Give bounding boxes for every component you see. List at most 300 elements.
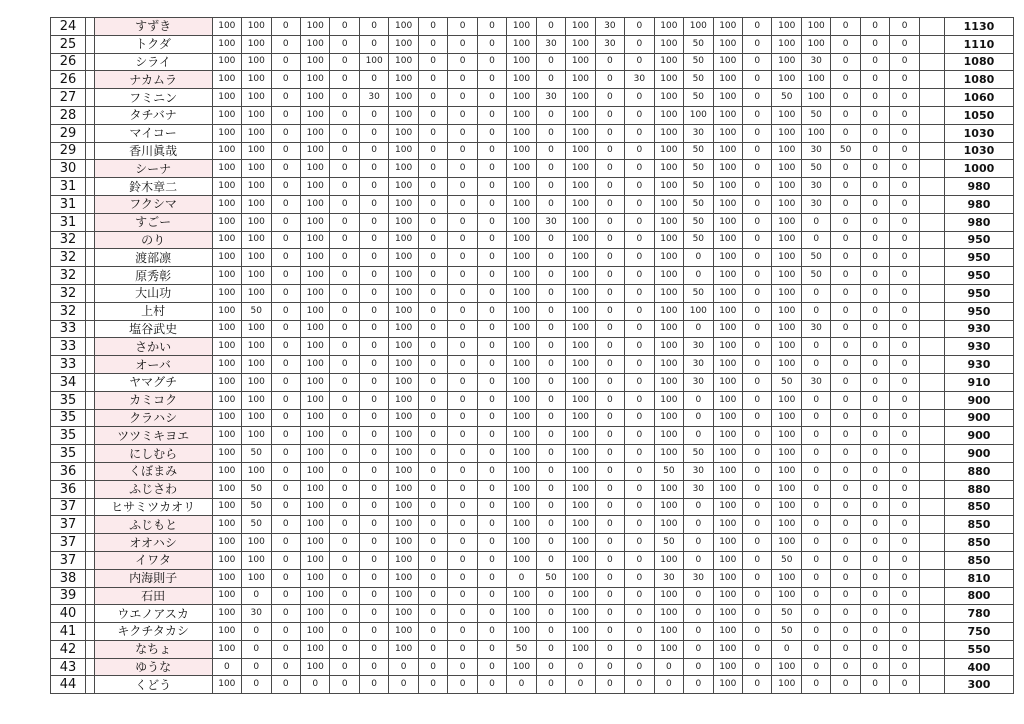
score-cell: 0 (831, 320, 860, 338)
score-cell: 0 (831, 498, 860, 516)
score-cell: 0 (359, 534, 388, 552)
score-cell: 100 (654, 249, 683, 267)
name-cell: フクシマ (94, 195, 212, 213)
score-cell: 100 (300, 445, 329, 463)
score-cell: 100 (212, 284, 241, 302)
table-row (51, 409, 1014, 427)
score-cell: 0 (477, 658, 506, 676)
score-cell: 100 (654, 142, 683, 160)
score-cell: 0 (359, 142, 388, 160)
spacer-cell (85, 53, 94, 71)
score-cell: 0 (418, 338, 447, 356)
score-cell: 100 (654, 356, 683, 374)
score-cell: 0 (477, 676, 506, 694)
total-cell: 980 (944, 178, 1013, 196)
score-cell: 0 (330, 160, 359, 178)
score-cell: 100 (300, 605, 329, 623)
score-cell: 100 (300, 213, 329, 231)
spacer-cell (919, 427, 944, 445)
score-cell: 50 (772, 373, 801, 391)
score-cell: 0 (477, 427, 506, 445)
spacer-cell (85, 71, 94, 89)
score-cell: 100 (507, 195, 536, 213)
rank-cell: 36 (51, 462, 86, 480)
name-cell: のり (94, 231, 212, 249)
score-cell: 100 (389, 640, 418, 658)
score-cell: 0 (743, 71, 772, 89)
score-cell: 0 (860, 391, 889, 409)
score-cell: 0 (801, 658, 830, 676)
score-cell: 100 (300, 569, 329, 587)
score-cell: 0 (860, 516, 889, 534)
spacer-cell (919, 249, 944, 267)
score-cell: 0 (684, 534, 713, 552)
score-cell: 0 (359, 338, 388, 356)
spacer-cell (919, 640, 944, 658)
score-cell: 100 (300, 302, 329, 320)
rank-cell: 31 (51, 213, 86, 231)
score-cell: 100 (713, 676, 742, 694)
score-cell: 0 (359, 445, 388, 463)
score-cell: 0 (831, 445, 860, 463)
name-cell: 塩谷武史 (94, 320, 212, 338)
score-cell: 0 (448, 534, 477, 552)
score-cell: 0 (359, 356, 388, 374)
score-cell: 100 (300, 498, 329, 516)
score-cell: 100 (654, 213, 683, 231)
score-cell: 0 (890, 391, 919, 409)
rank-cell: 32 (51, 284, 86, 302)
score-cell: 0 (860, 658, 889, 676)
score-cell: 100 (566, 640, 595, 658)
score-cell: 50 (831, 142, 860, 160)
score-cell: 0 (330, 409, 359, 427)
total-cell: 850 (944, 516, 1013, 534)
spacer-cell (85, 676, 94, 694)
table-row (51, 658, 1014, 676)
score-cell: 0 (359, 480, 388, 498)
score-cell: 0 (330, 18, 359, 36)
spacer-cell (85, 640, 94, 658)
score-cell: 0 (625, 18, 654, 36)
score-cell: 0 (242, 623, 271, 641)
score-cell: 0 (536, 427, 565, 445)
score-cell: 0 (418, 569, 447, 587)
score-cell: 100 (566, 569, 595, 587)
score-cell: 0 (860, 267, 889, 285)
score-cell: 0 (330, 676, 359, 694)
score-cell: 0 (330, 267, 359, 285)
score-cell: 100 (300, 231, 329, 249)
name-cell: イワタ (94, 551, 212, 569)
score-cell: 0 (566, 676, 595, 694)
score-cell: 0 (418, 462, 447, 480)
score-cell: 0 (831, 480, 860, 498)
score-cell: 0 (448, 89, 477, 107)
rank-cell: 25 (51, 35, 86, 53)
score-cell: 0 (330, 623, 359, 641)
score-cell: 100 (300, 338, 329, 356)
score-cell: 0 (801, 338, 830, 356)
score-cell: 0 (271, 587, 300, 605)
score-cell: 100 (654, 338, 683, 356)
score-cell: 0 (477, 534, 506, 552)
score-cell: 50 (654, 534, 683, 552)
score-cell: 50 (801, 160, 830, 178)
score-cell: 0 (743, 587, 772, 605)
score-cell: 0 (860, 569, 889, 587)
score-cell: 0 (860, 373, 889, 391)
score-cell: 0 (860, 89, 889, 107)
score-cell: 100 (212, 569, 241, 587)
score-cell: 0 (418, 676, 447, 694)
score-cell: 100 (359, 53, 388, 71)
score-cell: 0 (536, 462, 565, 480)
score-cell: 0 (684, 409, 713, 427)
rank-cell: 26 (51, 53, 86, 71)
score-cell: 100 (801, 89, 830, 107)
score-cell: 0 (743, 142, 772, 160)
score-cell: 0 (418, 71, 447, 89)
score-cell: 0 (831, 373, 860, 391)
score-cell: 0 (271, 35, 300, 53)
score-cell: 0 (890, 284, 919, 302)
score-cell: 0 (625, 213, 654, 231)
total-cell: 800 (944, 587, 1013, 605)
score-cell: 0 (890, 53, 919, 71)
score-cell: 100 (713, 124, 742, 142)
score-cell: 0 (536, 587, 565, 605)
score-cell: 100 (389, 391, 418, 409)
score-cell: 0 (684, 249, 713, 267)
score-cell: 100 (212, 89, 241, 107)
score-cell: 100 (300, 587, 329, 605)
name-cell: ヤマグチ (94, 373, 212, 391)
score-cell: 100 (507, 53, 536, 71)
score-cell: 0 (743, 231, 772, 249)
table-row (51, 267, 1014, 285)
spacer-cell (919, 623, 944, 641)
score-cell: 0 (860, 534, 889, 552)
spacer-cell (919, 213, 944, 231)
spacer-cell (85, 569, 94, 587)
score-cell: 0 (271, 249, 300, 267)
score-cell: 0 (477, 516, 506, 534)
score-cell: 100 (212, 106, 241, 124)
score-cell: 0 (684, 427, 713, 445)
score-cell: 0 (418, 160, 447, 178)
score-cell: 0 (743, 213, 772, 231)
score-cell: 0 (890, 338, 919, 356)
spacer-cell (919, 373, 944, 391)
score-cell: 0 (271, 551, 300, 569)
score-cell: 0 (831, 338, 860, 356)
score-cell: 100 (212, 160, 241, 178)
score-cell: 100 (300, 409, 329, 427)
score-cell: 0 (477, 18, 506, 36)
rank-cell: 37 (51, 516, 86, 534)
name-cell: クラハシ (94, 409, 212, 427)
score-cell: 100 (566, 480, 595, 498)
total-cell: 900 (944, 391, 1013, 409)
score-cell: 100 (212, 462, 241, 480)
score-cell: 100 (212, 338, 241, 356)
score-cell: 100 (389, 462, 418, 480)
score-cell: 0 (801, 605, 830, 623)
score-cell: 100 (507, 587, 536, 605)
score-cell: 100 (389, 587, 418, 605)
score-cell: 100 (389, 160, 418, 178)
score-cell: 100 (507, 124, 536, 142)
total-cell: 550 (944, 640, 1013, 658)
rank-cell: 44 (51, 676, 86, 694)
rank-cell: 32 (51, 267, 86, 285)
score-cell: 0 (448, 106, 477, 124)
score-cell: 100 (713, 53, 742, 71)
rank-cell: 33 (51, 356, 86, 374)
score-cell: 0 (418, 178, 447, 196)
spacer-cell (85, 338, 94, 356)
score-cell: 100 (801, 18, 830, 36)
score-cell: 100 (389, 284, 418, 302)
score-cell: 100 (772, 267, 801, 285)
score-cell: 100 (507, 498, 536, 516)
score-cell: 50 (772, 551, 801, 569)
spacer-cell (85, 142, 94, 160)
score-cell: 0 (359, 516, 388, 534)
total-cell: 850 (944, 498, 1013, 516)
score-cell: 0 (477, 249, 506, 267)
score-cell: 0 (300, 676, 329, 694)
score-cell: 0 (595, 142, 624, 160)
name-cell: フミニン (94, 89, 212, 107)
spacer-cell (919, 18, 944, 36)
score-cell: 100 (507, 427, 536, 445)
score-cell: 0 (448, 373, 477, 391)
score-cell: 0 (831, 195, 860, 213)
score-cell: 0 (801, 231, 830, 249)
score-cell: 100 (300, 462, 329, 480)
score-cell: 100 (654, 623, 683, 641)
score-cell: 0 (743, 124, 772, 142)
score-cell: 100 (300, 551, 329, 569)
score-cell: 0 (477, 498, 506, 516)
score-cell: 0 (448, 124, 477, 142)
score-cell: 100 (300, 284, 329, 302)
score-cell: 0 (625, 373, 654, 391)
score-cell: 0 (448, 231, 477, 249)
score-cell: 0 (860, 427, 889, 445)
score-cell: 100 (772, 427, 801, 445)
name-cell: 渡部凛 (94, 249, 212, 267)
score-cell: 0 (831, 284, 860, 302)
score-cell: 100 (507, 320, 536, 338)
score-cell: 0 (271, 160, 300, 178)
score-cell: 0 (242, 640, 271, 658)
score-cell: 100 (654, 195, 683, 213)
score-cell: 0 (448, 498, 477, 516)
score-cell: 0 (477, 124, 506, 142)
score-cell: 0 (684, 605, 713, 623)
score-cell: 100 (654, 18, 683, 36)
score-cell: 0 (860, 445, 889, 463)
score-cell: 0 (595, 534, 624, 552)
score-cell: 30 (801, 53, 830, 71)
score-cell: 0 (860, 124, 889, 142)
score-cell: 50 (536, 569, 565, 587)
score-cell: 0 (536, 623, 565, 641)
score-cell: 100 (507, 480, 536, 498)
spacer-cell (919, 391, 944, 409)
score-cell: 0 (448, 338, 477, 356)
score-cell: 100 (212, 356, 241, 374)
score-cell: 0 (536, 498, 565, 516)
score-cell: 0 (271, 391, 300, 409)
score-cell: 0 (359, 18, 388, 36)
score-cell: 0 (330, 534, 359, 552)
score-cell: 100 (242, 53, 271, 71)
score-cell: 0 (625, 516, 654, 534)
rank-cell: 32 (51, 302, 86, 320)
score-cell: 0 (477, 623, 506, 641)
score-cell: 100 (713, 356, 742, 374)
score-cell: 0 (271, 124, 300, 142)
total-cell: 980 (944, 195, 1013, 213)
total-cell: 910 (944, 373, 1013, 391)
score-cell: 0 (743, 53, 772, 71)
score-cell: 100 (507, 551, 536, 569)
score-table-body (51, 18, 1014, 694)
score-cell: 100 (507, 142, 536, 160)
score-cell: 0 (330, 569, 359, 587)
spacer-cell (919, 284, 944, 302)
table-row (51, 302, 1014, 320)
score-cell: 0 (271, 71, 300, 89)
score-cell: 0 (418, 231, 447, 249)
score-cell: 0 (477, 320, 506, 338)
name-cell: ウエノアスカ (94, 605, 212, 623)
score-cell: 0 (801, 569, 830, 587)
score-cell: 0 (271, 231, 300, 249)
score-cell: 0 (212, 658, 241, 676)
table-row (51, 35, 1014, 53)
spacer-cell (85, 587, 94, 605)
rank-cell: 31 (51, 195, 86, 213)
score-cell: 0 (536, 391, 565, 409)
table-row (51, 178, 1014, 196)
score-cell: 100 (242, 338, 271, 356)
score-cell: 0 (536, 480, 565, 498)
score-cell: 0 (271, 605, 300, 623)
score-cell: 100 (654, 587, 683, 605)
score-cell: 0 (359, 551, 388, 569)
score-cell: 50 (684, 213, 713, 231)
score-cell: 100 (212, 373, 241, 391)
spacer-cell (85, 480, 94, 498)
spacer-cell (85, 18, 94, 36)
table-row (51, 106, 1014, 124)
score-cell: 100 (212, 391, 241, 409)
score-cell: 100 (801, 124, 830, 142)
score-cell: 0 (743, 605, 772, 623)
score-cell: 100 (566, 391, 595, 409)
total-cell: 850 (944, 534, 1013, 552)
score-cell: 0 (684, 587, 713, 605)
score-table (50, 17, 1014, 694)
total-cell: 950 (944, 302, 1013, 320)
spacer-cell (85, 356, 94, 374)
rank-cell: 40 (51, 605, 86, 623)
score-cell: 100 (566, 89, 595, 107)
score-cell: 0 (890, 160, 919, 178)
score-cell: 50 (242, 480, 271, 498)
score-cell: 0 (330, 480, 359, 498)
rank-cell: 37 (51, 551, 86, 569)
spacer-cell (85, 391, 94, 409)
score-cell: 0 (359, 267, 388, 285)
score-cell: 100 (713, 195, 742, 213)
score-cell: 0 (801, 676, 830, 694)
score-cell: 0 (831, 89, 860, 107)
total-cell: 880 (944, 480, 1013, 498)
score-cell: 0 (359, 71, 388, 89)
score-cell: 100 (566, 35, 595, 53)
score-cell: 0 (359, 676, 388, 694)
score-cell: 50 (654, 462, 683, 480)
spacer-cell (85, 231, 94, 249)
score-cell: 100 (242, 71, 271, 89)
score-cell: 100 (507, 373, 536, 391)
spacer-cell (919, 320, 944, 338)
rank-cell: 28 (51, 106, 86, 124)
score-cell: 30 (801, 373, 830, 391)
score-cell: 100 (566, 231, 595, 249)
score-cell: 100 (713, 498, 742, 516)
score-cell: 0 (595, 213, 624, 231)
score-cell: 0 (448, 195, 477, 213)
score-cell: 0 (271, 53, 300, 71)
score-cell: 0 (595, 498, 624, 516)
score-cell: 100 (389, 551, 418, 569)
score-cell: 100 (772, 409, 801, 427)
rank-cell: 31 (51, 178, 86, 196)
score-cell: 100 (212, 623, 241, 641)
score-cell: 0 (536, 658, 565, 676)
score-cell: 0 (330, 89, 359, 107)
score-cell: 100 (300, 658, 329, 676)
score-cell: 0 (860, 35, 889, 53)
score-cell: 100 (242, 18, 271, 36)
spacer-cell (85, 462, 94, 480)
score-cell: 0 (625, 338, 654, 356)
score-cell: 100 (713, 160, 742, 178)
score-cell: 0 (743, 302, 772, 320)
spacer-cell (85, 302, 94, 320)
total-cell: 1000 (944, 160, 1013, 178)
score-cell: 100 (713, 320, 742, 338)
score-cell: 0 (271, 213, 300, 231)
score-cell: 100 (507, 605, 536, 623)
score-cell: 100 (389, 71, 418, 89)
score-cell: 0 (477, 551, 506, 569)
table-row (51, 462, 1014, 480)
score-cell: 100 (507, 178, 536, 196)
score-cell: 0 (271, 142, 300, 160)
score-cell: 0 (536, 302, 565, 320)
score-cell: 0 (743, 284, 772, 302)
score-cell: 100 (772, 178, 801, 196)
score-cell: 100 (654, 605, 683, 623)
